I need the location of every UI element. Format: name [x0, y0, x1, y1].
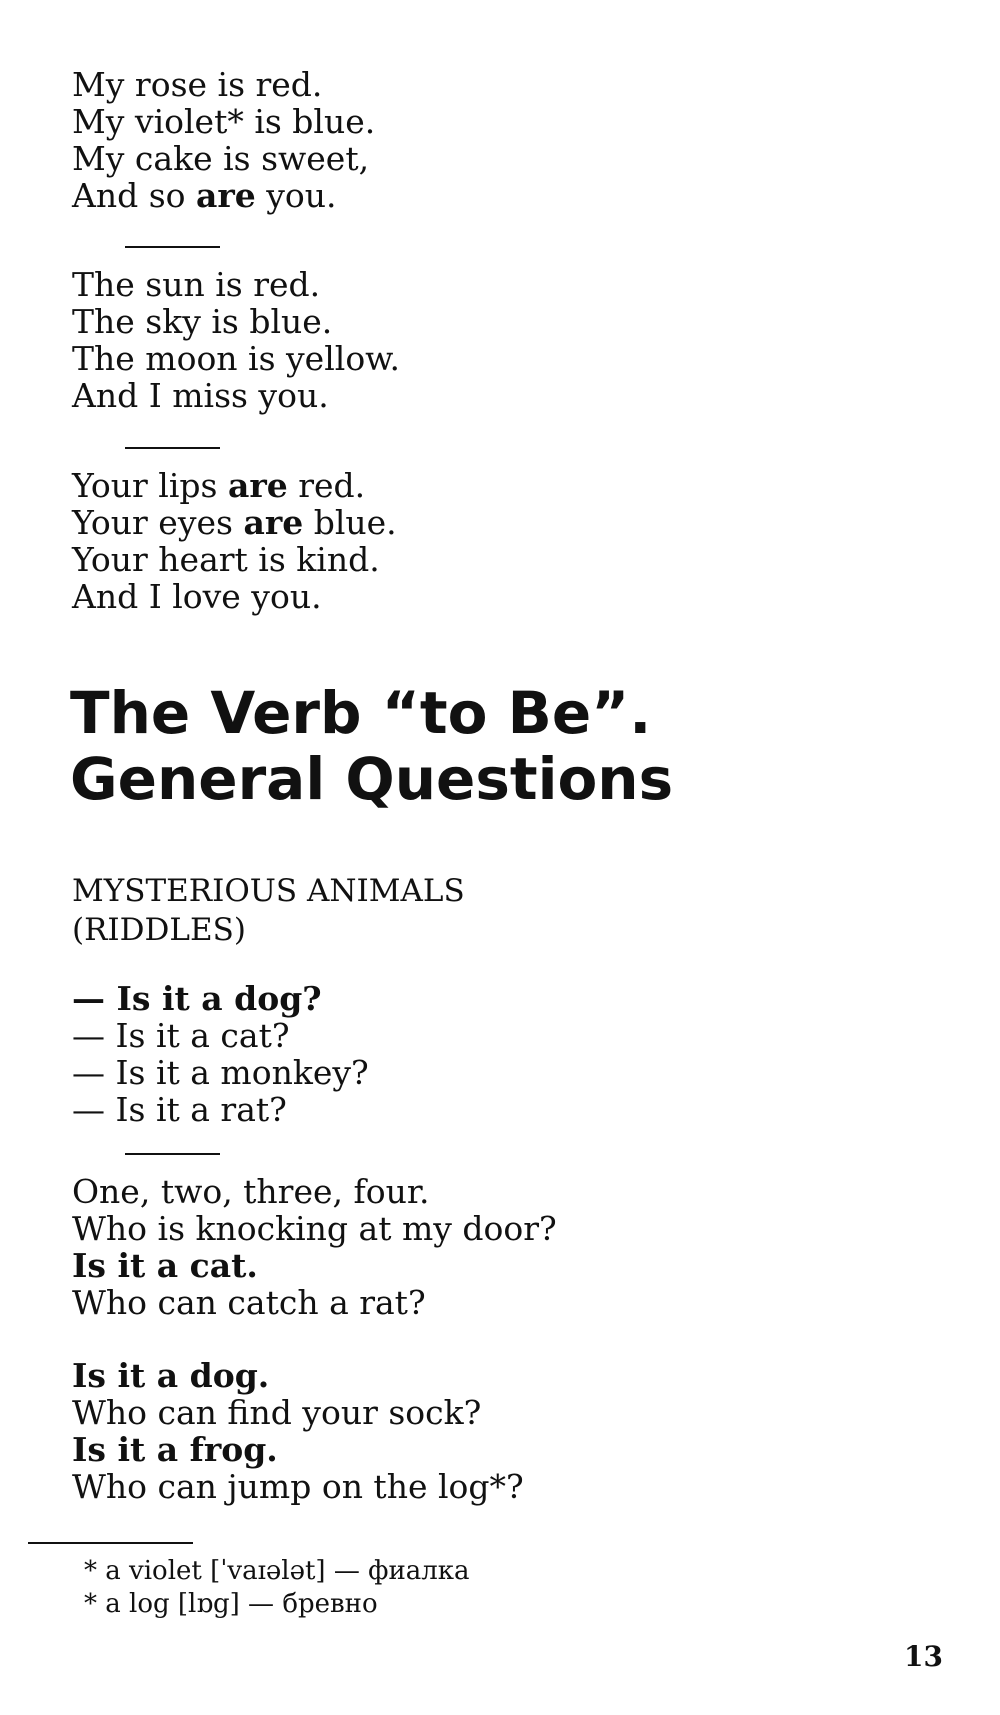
poem-rose-stanza [72, 66, 375, 214]
footnote: * a violet [ˈvaɪələt] — фиалка [84, 1556, 470, 1586]
riddles-title-line: (RIDDLES) [72, 912, 246, 948]
verse-line [72, 177, 375, 214]
poem-lips-stanza [72, 467, 397, 615]
verse-line: The sky is blue. [72, 302, 333, 341]
verse-line [72, 467, 397, 504]
verse-line: And I miss you. [72, 376, 329, 415]
verse-line: Is it a dog. [72, 1356, 270, 1395]
verse-line: My cake is sweet, [72, 139, 370, 178]
riddle-question: — Is it a monkey? [72, 1053, 369, 1092]
verse-line [72, 504, 397, 541]
stanza-divider [125, 1153, 220, 1155]
verse-fragment: Your lips [72, 466, 218, 505]
riddle-question: — Is it a cat? [72, 1016, 290, 1055]
verse-line: Who can jump on the log*? [72, 1467, 524, 1506]
verse-line: Is it a cat. [72, 1246, 258, 1285]
riddles-heading [72, 872, 465, 950]
stanza-divider [125, 447, 220, 449]
verse-line: The moon is yellow. [72, 339, 401, 378]
section-title-line: General Questions [70, 745, 674, 813]
section-title-line: The Verb “to Be”. [70, 679, 652, 747]
poem-knocking-stanza [72, 1173, 557, 1321]
riddles-title-line: MYSTERIOUS ANIMALS [72, 873, 465, 909]
verse-fragment: And so [72, 176, 186, 215]
verse-fragment: blue. [313, 503, 397, 542]
verse-fragment: red. [298, 466, 366, 505]
poem-sun-stanza [72, 266, 400, 414]
stanza-divider [125, 246, 220, 248]
footnotes [84, 1555, 470, 1621]
verse-line: The sun is red. [72, 265, 321, 304]
section-heading [70, 680, 673, 812]
page-number: 13 [904, 1640, 943, 1673]
verse-line: And I love you. [72, 577, 322, 616]
verse-line: Your heart is kind. [72, 540, 380, 579]
verse-fragment: you. [266, 176, 337, 215]
footnote: * a log [lɒg] — бревно [84, 1589, 378, 1619]
verse-fragment: Your eyes [72, 503, 233, 542]
verse-line: My rose is red. [72, 65, 323, 104]
riddle-questions [72, 980, 369, 1128]
verse-line: My violet* is blue. [72, 102, 376, 141]
riddle-question: — Is it a rat? [72, 1090, 287, 1129]
verse-bold-fragment: are [227, 466, 288, 505]
riddle-question: — Is it a dog? [72, 979, 322, 1018]
verse-line: Who is knocking at my door? [72, 1209, 557, 1248]
verse-bold-fragment: are [196, 176, 256, 215]
footnote-rule [28, 1542, 193, 1544]
verse-line: Is it a frog. [72, 1430, 278, 1469]
verse-line: Who can catch a rat? [72, 1283, 426, 1322]
verse-line: Who can find your sock? [72, 1393, 482, 1432]
verse-bold-fragment: are [243, 503, 304, 542]
verse-line: One, two, three, four. [72, 1172, 430, 1211]
poem-dog-stanza [72, 1357, 524, 1505]
